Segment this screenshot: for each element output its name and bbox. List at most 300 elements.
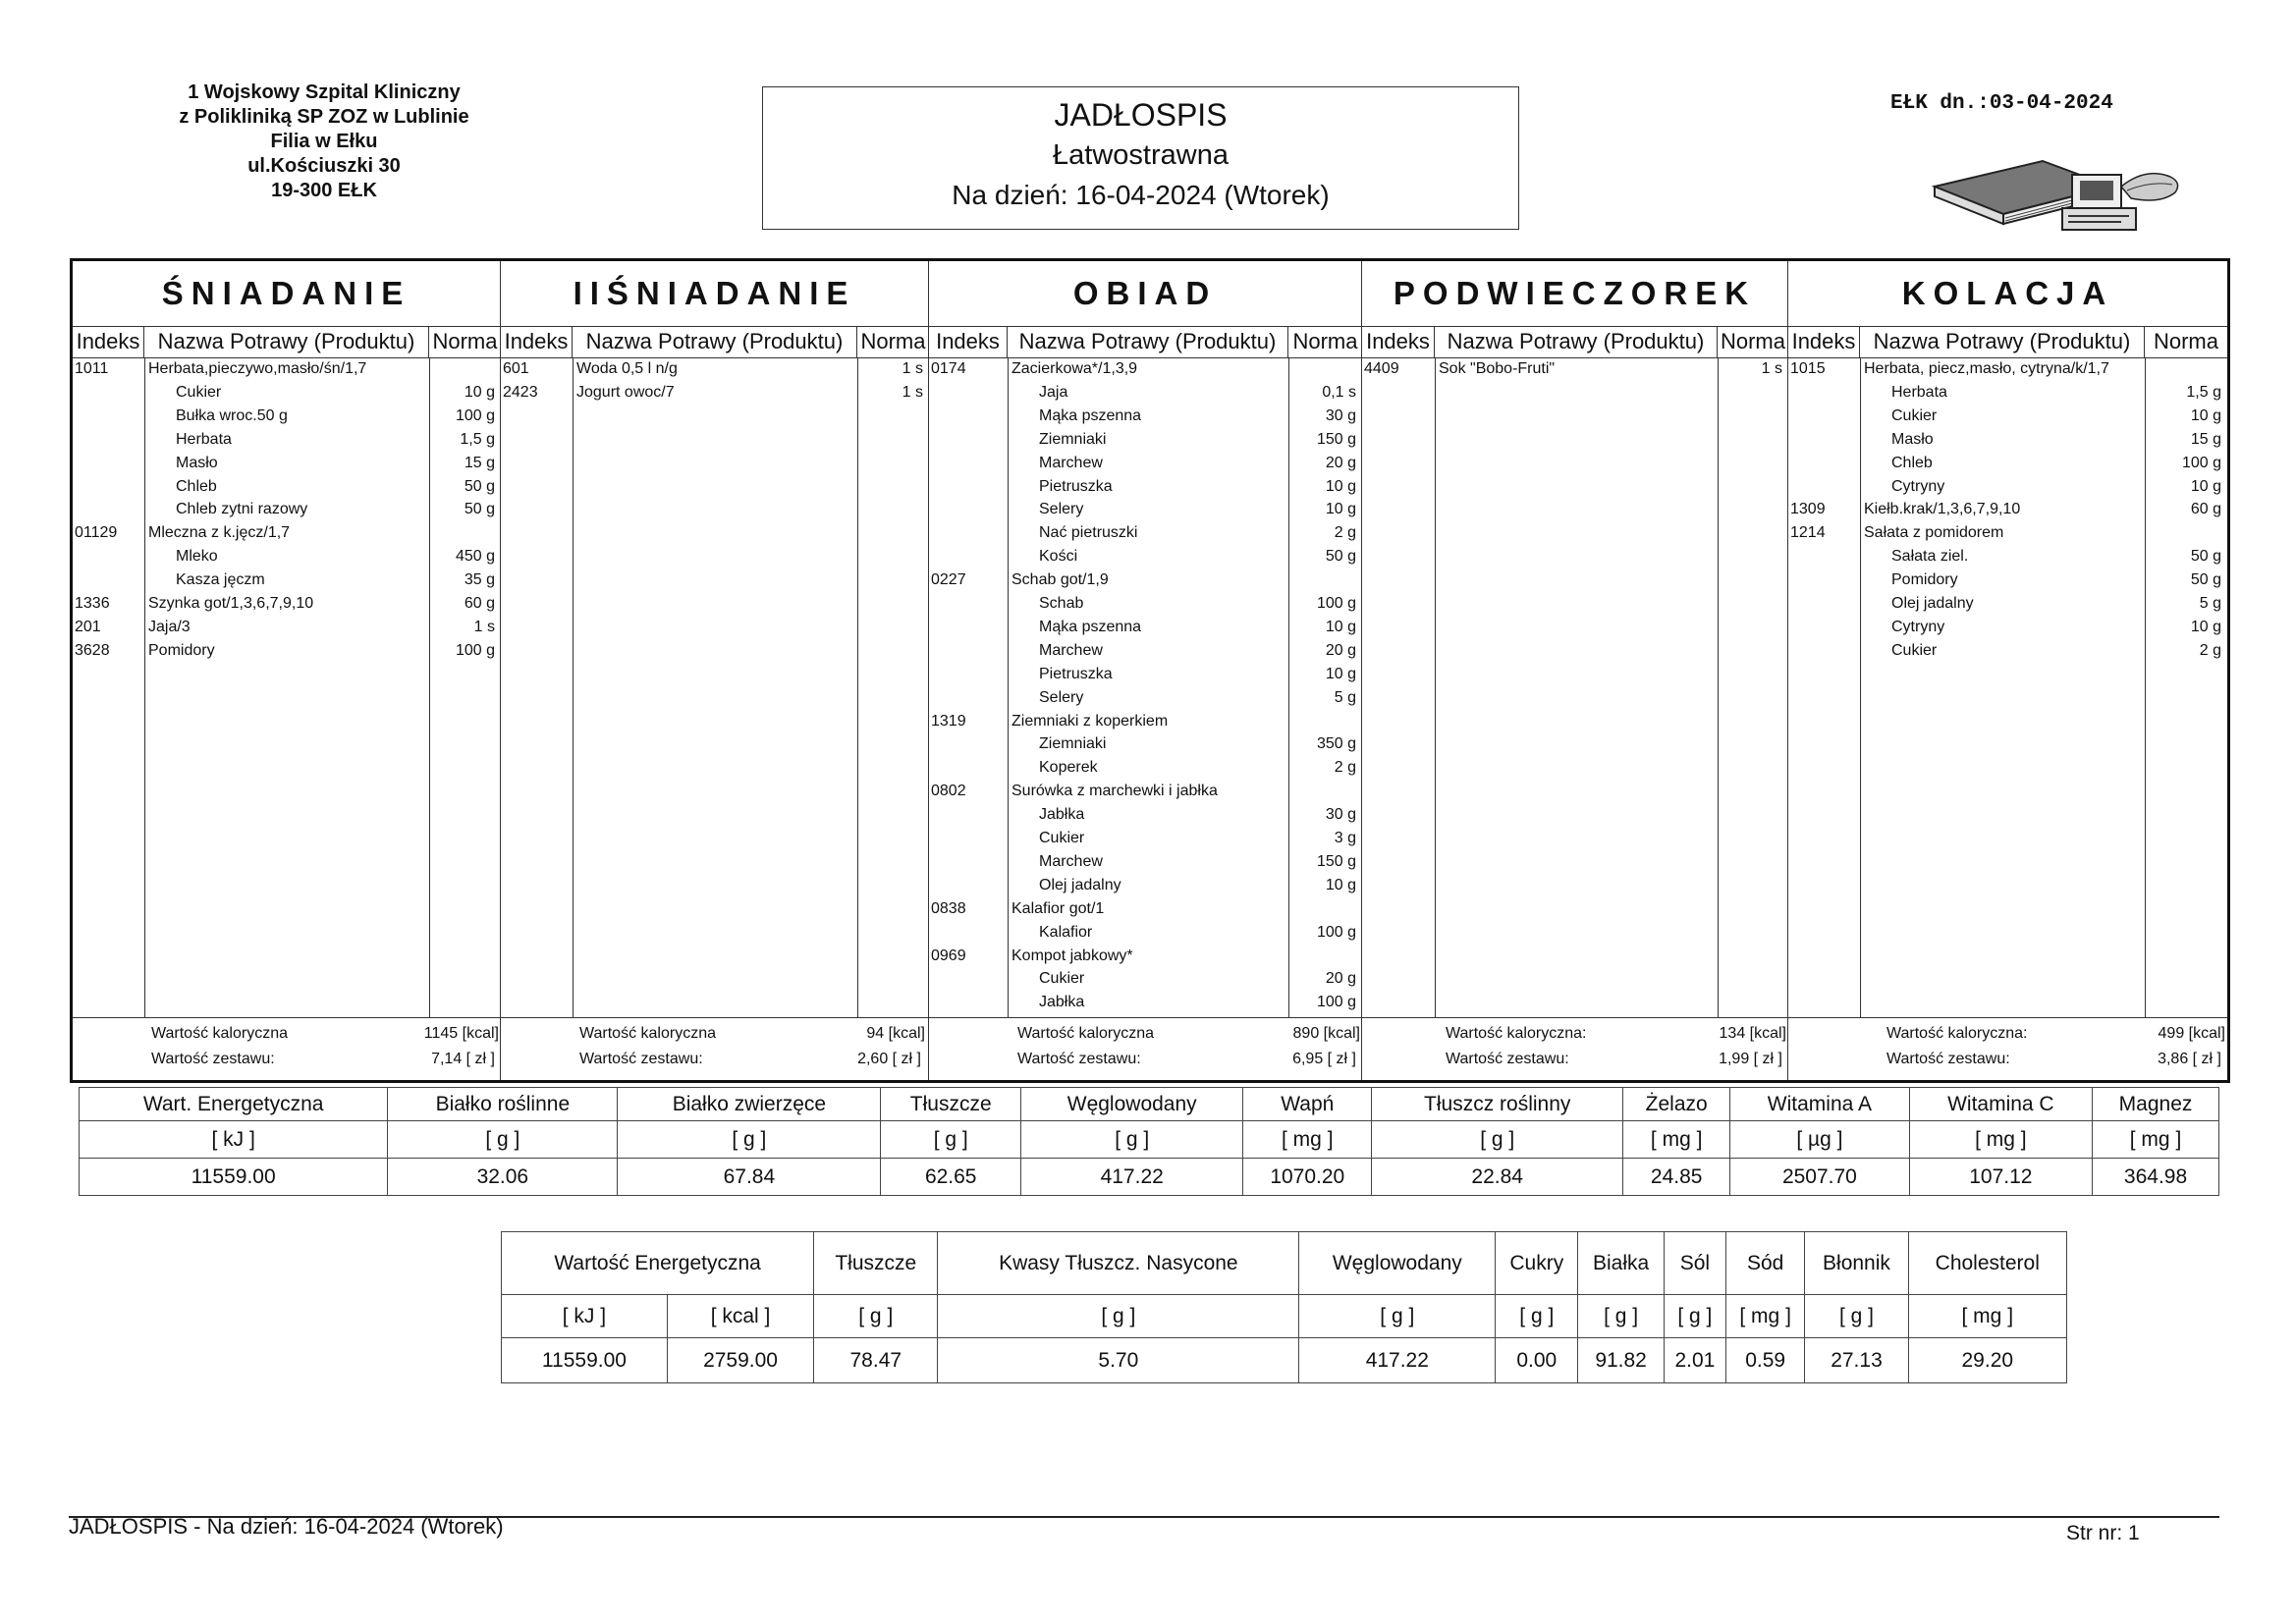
- hospital-street: ul.Kościuszki 30: [247, 155, 401, 177]
- nutrient-value: 67.84: [618, 1159, 881, 1196]
- menu-item-row: [929, 874, 1361, 897]
- col-index-header: Indeks: [501, 326, 573, 357]
- item-norm: 60 g: [464, 595, 495, 612]
- item-name: Olej jadalny: [1039, 876, 1121, 893]
- menu-item-row: [929, 945, 1361, 968]
- item-norm: 100 g: [455, 406, 495, 424]
- item-norm: 150 g: [1316, 430, 1356, 448]
- nutrient-value: 0.00: [1496, 1338, 1578, 1383]
- item-name: Kiełb.krak/1,3,6,7,9,10: [1864, 501, 2021, 518]
- nutrition2-unit-row: [502, 1295, 2067, 1338]
- item-name: Marchew: [1039, 852, 1103, 870]
- nutrient-value: 91.82: [1578, 1338, 1665, 1383]
- kcal-label: Wartość kaloryczna:: [1886, 1025, 2028, 1042]
- nutrient-header: Tłuszcze: [881, 1088, 1021, 1121]
- menu-item-row: [929, 780, 1361, 803]
- item-norm: 15 g: [464, 454, 495, 471]
- item-name: Mleko: [176, 548, 218, 566]
- meal-items: [1788, 357, 2227, 1018]
- item-norm: 100 g: [1316, 994, 1356, 1011]
- item-norm: 100 g: [1316, 595, 1356, 612]
- col-index-header: Indeks: [73, 326, 144, 357]
- book-computer-icon: [1925, 147, 2190, 236]
- column-headers: [73, 326, 500, 358]
- item-name: Jabłka: [1039, 994, 1085, 1011]
- item-name: Schab: [1039, 595, 1084, 612]
- nutrition2-value-row: [502, 1338, 2067, 1383]
- item-norm: 50 g: [464, 501, 495, 518]
- menu-item-row: [73, 357, 500, 381]
- item-norm: 20 g: [1325, 970, 1356, 988]
- menu-item-row: [929, 827, 1361, 850]
- menu-item-row: [929, 545, 1361, 568]
- item-norm: 5 g: [2199, 595, 2221, 612]
- item-norm: 1 s: [1761, 360, 1782, 377]
- nutrient-unit: [ kcal ]: [667, 1295, 813, 1338]
- item-name: Ziemniaki: [1039, 735, 1107, 753]
- menu-item-row: [73, 381, 500, 405]
- col-norm-header: Norma: [1292, 329, 1358, 353]
- column-headers: [501, 326, 928, 358]
- nutrition-value-row: [80, 1159, 2219, 1196]
- item-name: Kości: [1039, 548, 1078, 566]
- menu-item-row: [501, 357, 928, 381]
- col-name-header: Nazwa Potrawy (Produktu): [1435, 326, 1718, 357]
- menu-item-row: [929, 710, 1361, 733]
- meal-afternoon-snack: [1362, 261, 1788, 1080]
- item-name: Chleb: [1891, 454, 1933, 471]
- menu-item-row: [929, 475, 1361, 499]
- menu-item-row: [1788, 381, 2227, 405]
- nutrition-header-row: [80, 1088, 2219, 1121]
- item-name: Nać pietruszki: [1039, 524, 1138, 542]
- menu-item-row: [73, 428, 500, 452]
- menu-item-row: [73, 639, 500, 663]
- item-name: Cytryny: [1891, 477, 1945, 495]
- nutrient-header: Witamina C: [1909, 1088, 2092, 1121]
- nutrient-unit: [ g ]: [938, 1295, 1299, 1338]
- nutrient-value: 2.01: [1664, 1338, 1725, 1383]
- menu-item-row: [929, 663, 1361, 686]
- nutrient-unit: [ µg ]: [1730, 1121, 1909, 1159]
- item-index: 0838: [931, 899, 966, 917]
- meal-items: [501, 357, 928, 1018]
- item-norm: 1,5 g: [2186, 383, 2221, 401]
- nutrient-value: 27.13: [1805, 1338, 1908, 1383]
- col-name-header: Nazwa Potrawy (Produktu): [1008, 326, 1288, 357]
- nutrient-header: Wartość Energetyczna: [502, 1232, 814, 1295]
- nutrition-label-table: [501, 1231, 2067, 1383]
- item-name: Pietruszka: [1039, 477, 1113, 495]
- item-name: Ziemniaki: [1039, 430, 1107, 448]
- page-number: Str nr: 1: [2066, 1522, 2140, 1544]
- item-name: Jaja/3: [148, 618, 191, 635]
- item-norm: 1,5 g: [460, 430, 495, 448]
- item-index: 1015: [1790, 360, 1826, 377]
- cost-label: Wartość zestawu:: [151, 1051, 275, 1067]
- meal-second-breakfast: [501, 261, 929, 1080]
- menu-item-row: [73, 405, 500, 428]
- meal-title: OBIAD: [929, 261, 1361, 327]
- menu-item-row: [929, 686, 1361, 710]
- item-name: Szynka got/1,3,6,7,9,10: [148, 595, 314, 612]
- kcal-value: 1145 [kcal]: [423, 1025, 499, 1042]
- menu-item-row: [73, 452, 500, 475]
- nutrient-value: 2759.00: [667, 1338, 813, 1383]
- item-name: Surówka z marchewki i jabłka: [1011, 783, 1218, 800]
- nutrient-header: Wapń: [1243, 1088, 1372, 1121]
- item-norm: 10 g: [1325, 618, 1356, 635]
- nutrient-unit: [ g ]: [881, 1121, 1021, 1159]
- item-norm: 20 g: [1325, 454, 1356, 471]
- item-name: Pomidory: [1891, 571, 1958, 589]
- menu-item-row: [501, 381, 928, 405]
- menu-item-row: [1788, 452, 2227, 475]
- menu-item-row: [1788, 521, 2227, 545]
- item-index: 3628: [75, 641, 110, 659]
- item-norm: 60 g: [2190, 501, 2221, 518]
- meal-title: IIŚNIADANIE: [501, 261, 928, 327]
- meal-summary: [1788, 1017, 2227, 1080]
- cost-value: 1,99 [ zł ]: [1719, 1051, 1782, 1067]
- item-norm: 10 g: [1325, 876, 1356, 893]
- nutrient-value: 417.22: [1021, 1159, 1243, 1196]
- nutrient-value: 78.47: [814, 1338, 938, 1383]
- nutrient-unit: [ g ]: [388, 1121, 618, 1159]
- menu-item-row: [929, 897, 1361, 921]
- item-name: Sałata z pomidorem: [1864, 524, 2004, 542]
- meal-items: [929, 357, 1361, 1018]
- meal-lunch: [929, 261, 1362, 1080]
- meal-title: KOLACJA: [1788, 261, 2227, 327]
- nutrient-value: 0.59: [1725, 1338, 1805, 1383]
- item-index: 01129: [75, 524, 118, 542]
- item-norm: 350 g: [1316, 735, 1356, 753]
- item-index: 2423: [503, 383, 538, 401]
- item-name: Herbata,pieczywo,masło/śn/1,7: [148, 360, 367, 377]
- kcal-label: Wartość kaloryczna:: [1446, 1025, 1587, 1042]
- item-name: Woda 0,5 l n/g: [576, 360, 678, 377]
- item-name: Chleb: [176, 477, 217, 495]
- meal-summary: [929, 1017, 1361, 1080]
- item-name: Mleczna z k.jęcz/1,7: [148, 524, 291, 542]
- item-name: Zacierkowa*/1,3,9: [1011, 360, 1138, 377]
- item-norm: 100 g: [455, 641, 495, 659]
- issue-date: EŁK dn.:03-04-2024: [1890, 92, 2113, 115]
- item-norm: 10 g: [2190, 477, 2221, 495]
- item-name: Masło: [176, 454, 218, 471]
- cost-label: Wartość zestawu:: [1886, 1051, 2010, 1067]
- nutrition-summary-table: [79, 1087, 2219, 1196]
- nutrient-value: 62.65: [881, 1159, 1021, 1196]
- item-name: Cytryny: [1891, 618, 1945, 635]
- column-headers: [929, 326, 1361, 358]
- nutrient-header: Kwasy Tłuszcz. Nasycone: [938, 1232, 1299, 1295]
- item-norm: 5 g: [1334, 688, 1356, 706]
- meal-title: PODWIECZOREK: [1362, 261, 1787, 327]
- item-norm: 1 s: [902, 360, 923, 377]
- item-norm: 30 g: [1325, 406, 1356, 424]
- item-name: Jaja: [1039, 383, 1068, 401]
- item-index: 1336: [75, 595, 110, 612]
- item-norm: 100 g: [2181, 454, 2221, 471]
- footer-title: JADŁOSPIS - Na dzień: 16-04-2024 (Wtorek): [69, 1514, 504, 1539]
- cost-label: Wartość zestawu:: [579, 1051, 703, 1067]
- item-name: Ziemniaki z koperkiem: [1011, 712, 1169, 730]
- menu-item-row: [1788, 592, 2227, 616]
- item-norm: 0,1 s: [1322, 383, 1356, 401]
- item-index: 1011: [75, 360, 109, 377]
- nutrient-value: 11559.00: [80, 1159, 388, 1196]
- hospital-address: [118, 81, 530, 203]
- col-norm-header: Norma: [1720, 329, 1785, 353]
- menu-item-row: [73, 545, 500, 568]
- nutrient-header: Błonnik: [1805, 1232, 1908, 1295]
- item-name: Kalafior: [1039, 923, 1093, 941]
- item-norm: 35 g: [464, 571, 495, 589]
- nutrient-value: 32.06: [388, 1159, 618, 1196]
- item-index: 0227: [931, 571, 966, 589]
- menu-date: Na dzień: 16-04-2024 (Wtorek): [952, 180, 1330, 210]
- item-norm: 10 g: [2190, 406, 2221, 424]
- item-name: Jogurt owoc/7: [576, 383, 675, 401]
- menu-item-row: [929, 639, 1361, 663]
- item-name: Marchew: [1039, 641, 1103, 659]
- item-name: Marchew: [1039, 454, 1103, 471]
- nutrient-unit: [ mg ]: [1623, 1121, 1730, 1159]
- nutrient-unit: [ g ]: [1372, 1121, 1623, 1159]
- item-index: 0969: [931, 947, 966, 964]
- item-name: Kasza jęczm: [176, 571, 265, 589]
- item-norm: 450 g: [455, 548, 495, 566]
- nutrient-unit: [ g ]: [1578, 1295, 1665, 1338]
- nutrient-header: Żelazo: [1623, 1088, 1730, 1121]
- nutrient-unit: [ mg ]: [1909, 1121, 2092, 1159]
- item-norm: 1 s: [902, 383, 923, 401]
- meal-summary: [73, 1017, 500, 1080]
- cost-value: 7,14 [ zł ]: [431, 1051, 495, 1067]
- nutrient-header: Tłuszcze: [814, 1232, 938, 1295]
- menu-item-row: [929, 428, 1361, 452]
- item-norm: 150 g: [1316, 852, 1356, 870]
- menu-item-row: [73, 498, 500, 521]
- item-name: Chleb zytni razowy: [176, 501, 308, 518]
- nutrient-header: Witamina A: [1730, 1088, 1909, 1121]
- item-norm: 10 g: [1325, 501, 1356, 518]
- item-norm: 15 g: [2190, 430, 2221, 448]
- menu-item-row: [1788, 498, 2227, 521]
- item-norm: 2 g: [1334, 524, 1356, 542]
- menu-item-row: [1788, 568, 2227, 592]
- menu-item-row: [1788, 428, 2227, 452]
- nutrient-unit: [ mg ]: [1243, 1121, 1372, 1159]
- item-norm: 10 g: [464, 383, 495, 401]
- item-index: 1214: [1790, 524, 1826, 542]
- col-norm-header: Norma: [860, 329, 926, 353]
- nutrient-header: Tłuszcz roślinny: [1372, 1088, 1623, 1121]
- item-norm: 50 g: [1325, 548, 1356, 566]
- nutrient-header: Węglowodany: [1021, 1088, 1243, 1121]
- item-norm: 10 g: [1325, 477, 1356, 495]
- column-headers: [1788, 326, 2227, 358]
- menu-item-row: [929, 803, 1361, 827]
- menu-item-row: [929, 991, 1361, 1014]
- menu-item-row: [929, 452, 1361, 475]
- cost-value: 2,60 [ zł ]: [857, 1051, 921, 1067]
- kcal-label: Wartość kaloryczna: [579, 1025, 716, 1042]
- nutrient-header: Magnez: [2093, 1088, 2219, 1121]
- item-name: Koperek: [1039, 759, 1098, 777]
- menu-item-row: [929, 921, 1361, 945]
- menu-item-row: [1788, 475, 2227, 499]
- item-norm: 50 g: [2190, 548, 2221, 566]
- nutrient-header: Sód: [1725, 1232, 1805, 1295]
- nutrient-value: 107.12: [1909, 1159, 2092, 1196]
- hospital-name: 1 Wojskowy Szpital Kliniczny: [188, 81, 461, 103]
- meals-table: [70, 258, 2230, 1083]
- item-norm: 20 g: [1325, 641, 1356, 659]
- title-box: [762, 86, 1519, 230]
- menu-item-row: [929, 756, 1361, 780]
- meal-dinner: [1788, 261, 2227, 1080]
- item-name: Pietruszka: [1039, 665, 1113, 682]
- item-name: Kalafior got/1: [1011, 899, 1105, 917]
- item-index: 0802: [931, 783, 966, 800]
- menu-item-row: [73, 475, 500, 499]
- item-name: Selery: [1039, 501, 1084, 518]
- item-index: 201: [75, 618, 101, 635]
- hospital-subtitle: z Polikliniką SP ZOZ w Lublinie: [179, 106, 469, 128]
- col-index-header: Indeks: [1788, 326, 1860, 357]
- nutrient-unit: [ kJ ]: [80, 1121, 388, 1159]
- menu-item-row: [929, 616, 1361, 639]
- nutrient-value: 5.70: [938, 1338, 1299, 1383]
- nutrient-value: 417.22: [1299, 1338, 1496, 1383]
- kcal-label: Wartość kaloryczna: [1017, 1025, 1154, 1042]
- nutrient-header: Sól: [1664, 1232, 1725, 1295]
- menu-item-row: [73, 592, 500, 616]
- item-norm: 10 g: [2190, 618, 2221, 635]
- item-name: Herbata: [176, 430, 232, 448]
- item-name: Jabłka: [1039, 806, 1085, 824]
- nutrient-value: 2507.70: [1730, 1159, 1909, 1196]
- nutrient-header: Cholesterol: [1908, 1232, 2066, 1295]
- meal-summary: [501, 1017, 928, 1080]
- item-norm: 30 g: [1325, 806, 1356, 824]
- menu-item-row: [929, 850, 1361, 874]
- nutrient-unit: [ g ]: [618, 1121, 881, 1159]
- menu-item-row: [73, 568, 500, 592]
- meal-items: [1362, 357, 1787, 1018]
- item-norm: 50 g: [2190, 571, 2221, 589]
- item-name: Mąka pszenna: [1039, 406, 1142, 424]
- kcal-value: 499 [kcal]: [2158, 1025, 2225, 1042]
- menu-item-row: [73, 616, 500, 639]
- nutrient-value: 22.84: [1372, 1159, 1623, 1196]
- nutrient-header: Cukry: [1496, 1232, 1578, 1295]
- nutrient-unit: [ g ]: [1496, 1295, 1578, 1338]
- menu-item-row: [929, 967, 1361, 991]
- item-norm: 50 g: [464, 477, 495, 495]
- item-name: Cukier: [1891, 406, 1938, 424]
- item-name: Cukier: [1039, 830, 1085, 846]
- nutrition2-header-row: [502, 1232, 2067, 1295]
- item-name: Bułka wroc.50 g: [176, 406, 288, 424]
- nutrient-unit: [ mg ]: [1725, 1295, 1805, 1338]
- item-norm: 2 g: [2199, 641, 2221, 659]
- nutrient-value: 1070.20: [1243, 1159, 1372, 1196]
- meal-summary: [1362, 1017, 1787, 1080]
- nutrition-unit-row: [80, 1121, 2219, 1159]
- col-name-header: Nazwa Potrawy (Produktu): [573, 326, 857, 357]
- item-index: 601: [503, 360, 529, 377]
- item-name: Schab got/1,9: [1011, 571, 1109, 589]
- item-name: Cukier: [176, 383, 222, 401]
- item-index: 0174: [931, 360, 966, 377]
- item-norm: 100 g: [1316, 923, 1356, 941]
- item-norm: 1 s: [473, 618, 495, 635]
- nutrient-value: 364.98: [2093, 1159, 2219, 1196]
- page-title: JADŁOSPIS: [1054, 97, 1228, 133]
- nutrient-header: Węglowodany: [1299, 1232, 1496, 1295]
- item-name: Cukier: [1039, 970, 1085, 988]
- item-name: Sok "Bobo-Fruti": [1439, 360, 1556, 377]
- item-index: 4409: [1364, 360, 1399, 377]
- item-norm: 3 g: [1334, 830, 1356, 846]
- nutrient-header: Białko roślinne: [388, 1088, 618, 1121]
- menu-item-row: [929, 381, 1361, 405]
- nutrient-unit: [ mg ]: [2093, 1121, 2219, 1159]
- col-name-header: Nazwa Potrawy (Produktu): [1860, 326, 2145, 357]
- meal-items: [73, 357, 500, 1018]
- menu-item-row: [1788, 357, 2227, 381]
- col-norm-header: Norma: [432, 329, 498, 353]
- kcal-value: 134 [kcal]: [1719, 1025, 1786, 1042]
- nutrient-value: 11559.00: [502, 1338, 668, 1383]
- item-name: Cukier: [1891, 641, 1938, 659]
- item-norm: 2 g: [1334, 759, 1356, 777]
- menu-item-row: [1788, 405, 2227, 428]
- menu-item-row: [929, 592, 1361, 616]
- item-name: Mąka pszenna: [1039, 618, 1142, 635]
- menu-item-row: [73, 521, 500, 545]
- cost-label: Wartość zestawu:: [1017, 1051, 1141, 1067]
- hospital-city: 19-300 EŁK: [271, 180, 377, 201]
- item-name: Herbata, piecz,masło, cytryna/k/1,7: [1864, 360, 2109, 377]
- nutrient-header: Wart. Energetyczna: [80, 1088, 388, 1121]
- menu-item-row: [929, 357, 1361, 381]
- nutrient-unit: [ kJ ]: [502, 1295, 668, 1338]
- menu-item-row: [929, 405, 1361, 428]
- nutrient-unit: [ g ]: [1664, 1295, 1725, 1338]
- nutrient-unit: [ g ]: [1805, 1295, 1908, 1338]
- meal-breakfast: [73, 261, 501, 1080]
- nutrient-unit: [ g ]: [1021, 1121, 1243, 1159]
- item-name: Sałata ziel.: [1891, 548, 1969, 566]
- item-norm: 10 g: [1325, 665, 1356, 682]
- nutrient-header: Białka: [1578, 1232, 1665, 1295]
- nutrient-unit: [ g ]: [814, 1295, 938, 1338]
- cost-label: Wartość zestawu:: [1446, 1051, 1569, 1067]
- menu-item-row: [929, 521, 1361, 545]
- nutrient-header: Białko zwierzęce: [618, 1088, 881, 1121]
- nutrient-unit: [ mg ]: [1908, 1295, 2066, 1338]
- kcal-value: 890 [kcal]: [1292, 1025, 1360, 1042]
- item-index: 1319: [931, 712, 966, 730]
- col-index-header: Indeks: [1362, 326, 1435, 357]
- cost-value: 3,86 [ zł ]: [2158, 1051, 2221, 1067]
- cost-value: 6,95 [ zł ]: [1292, 1051, 1356, 1067]
